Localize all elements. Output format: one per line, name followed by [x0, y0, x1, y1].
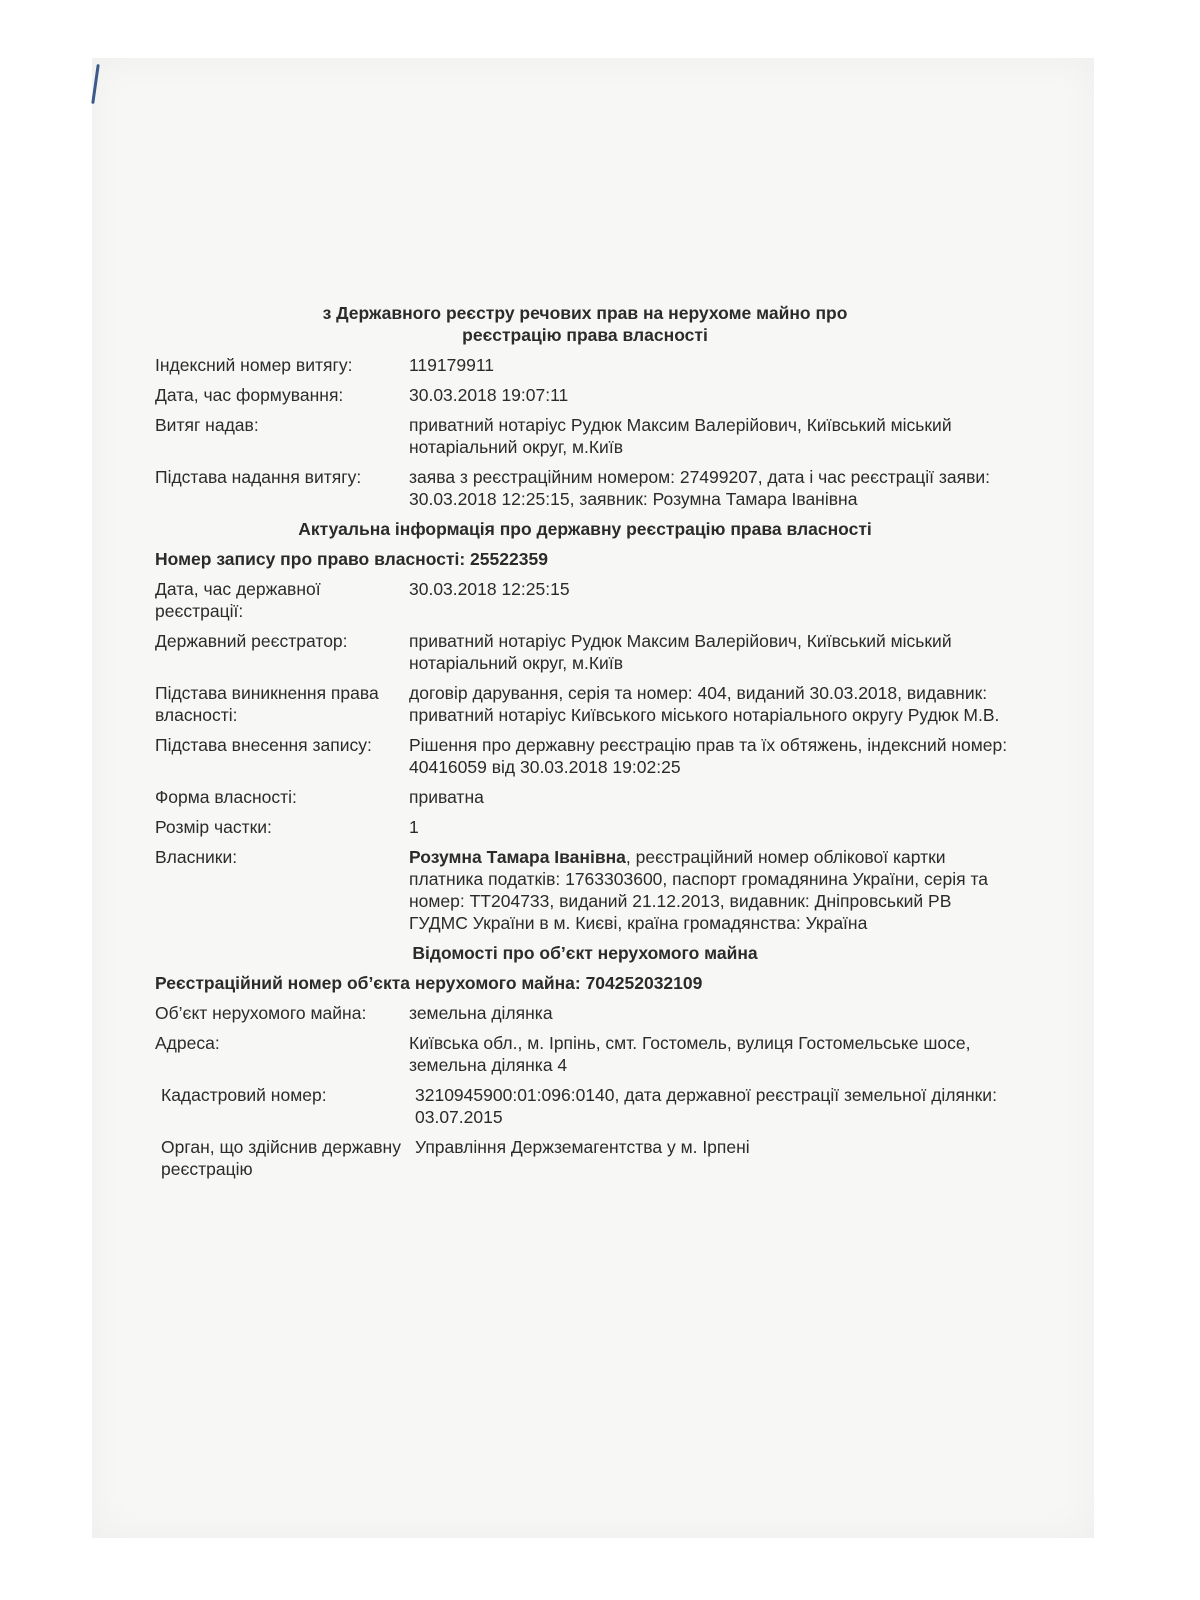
field-registration-date	[155, 578, 1015, 622]
field-share-size	[155, 816, 1015, 838]
owner-name: Розумна Тамара Іванівна	[409, 847, 626, 867]
field-entry-basis	[155, 734, 1015, 778]
field-value: земельна ділянка	[409, 1003, 553, 1023]
field-issued-by	[155, 414, 1015, 458]
field-label: Адреса:	[155, 1033, 220, 1053]
title-line-1: з Державного реєстру речових прав на нерухоме майно про	[322, 303, 848, 323]
field-value: Управління Держземагентства у м. Ірпені	[415, 1137, 750, 1157]
field-label: Власники:	[155, 847, 238, 867]
field-label: Орган, що здійснив державну реєстрацію	[161, 1137, 401, 1179]
field-ownership-basis	[155, 682, 1015, 726]
field-ownership-form	[155, 786, 1015, 808]
field-label: Державний реєстратор:	[155, 631, 348, 651]
field-value: Київська обл., м. Ірпінь, смт. Гостомель, вулиця Гостомельське шосе, земельна ділянка 4	[409, 1033, 971, 1075]
field-label: Розмір частки:	[155, 817, 272, 837]
field-value	[409, 846, 1015, 934]
field-value: 1	[409, 817, 419, 837]
field-cadastral-number	[155, 1084, 1015, 1128]
extract-content	[155, 302, 1015, 1188]
field-value: 30.03.2018 12:25:15	[409, 579, 570, 599]
title-line-2: реєстрацію права власності	[462, 325, 708, 345]
field-label: Кадастровий номер:	[161, 1085, 327, 1105]
property-section-title: Відомості про об’єкт нерухомого майна	[412, 943, 758, 963]
field-value: 30.03.2018 19:07:11	[409, 385, 569, 405]
field-issue-basis	[155, 466, 1015, 510]
field-label: Об’єкт нерухомого майна:	[155, 1003, 367, 1023]
field-owners	[155, 846, 1015, 934]
field-value: договір дарування, серія та номер: 404, виданий 30.03.2018, видавник: приватний нотаріус Київського міського нотаріального округу Рудюк М.В.	[409, 683, 1000, 725]
property-registration-number: Реєстраційний номер об’єкта нерухомого майна: 704252032109	[155, 973, 703, 993]
field-label: Дата, час державної реєстрації:	[155, 579, 321, 621]
field-label: Дата, час формування:	[155, 385, 344, 405]
field-extract-index	[155, 354, 1015, 376]
field-label: Підстава виникнення права власності:	[155, 683, 379, 725]
field-label: Індексний номер витягу:	[155, 355, 353, 375]
field-property-object	[155, 1002, 1015, 1024]
owner-details: , реєстраційний номер облікової картки платника податків: 1763303600, паспорт громадянина України, серія та номер: ТТ204733, виданий 21.12.2013, видавник: Дніпровський РВ ГУДМС України в м. Києві, країна громадянства: Україна	[409, 847, 989, 933]
field-value: 3210945900:01:096:0140, дата державної реєстрації земельної ділянки: 03.07.2015	[415, 1085, 997, 1127]
document-title	[155, 302, 1015, 346]
field-generated-at	[155, 384, 1015, 406]
ownership-record-number: Номер запису про право власності: 25522359	[155, 549, 548, 569]
field-label: Підстава внесення запису:	[155, 735, 372, 755]
field-label: Форма власності:	[155, 787, 297, 807]
field-value: Рішення про державну реєстрацію прав та їх обтяжень, індексний номер: 40416059 від 30.03.2018 19:02:25	[409, 735, 1008, 777]
field-value: заява з реєстраційним номером: 27499207, дата і час реєстрації заяви: 30.03.2018 12:25:15, заявник: Розумна Тамара Іванівна	[409, 467, 991, 509]
field-value: приватний нотаріус Рудюк Максим Валерійович, Київський міський нотаріальний округ, м.Київ	[409, 415, 952, 457]
ownership-section-title: Актуальна інформація про державну реєстрацію права власності	[298, 519, 872, 539]
field-registering-authority	[155, 1136, 1015, 1180]
field-address	[155, 1032, 1015, 1076]
field-label: Підстава надання витягу:	[155, 467, 362, 487]
field-label: Витяг надав:	[155, 415, 259, 435]
field-value: 119179911	[409, 355, 494, 375]
field-registrar	[155, 630, 1015, 674]
field-value: приватний нотаріус Рудюк Максим Валерійович, Київський міський нотаріальний округ, м.Київ	[409, 631, 952, 673]
field-value: приватна	[409, 787, 484, 807]
